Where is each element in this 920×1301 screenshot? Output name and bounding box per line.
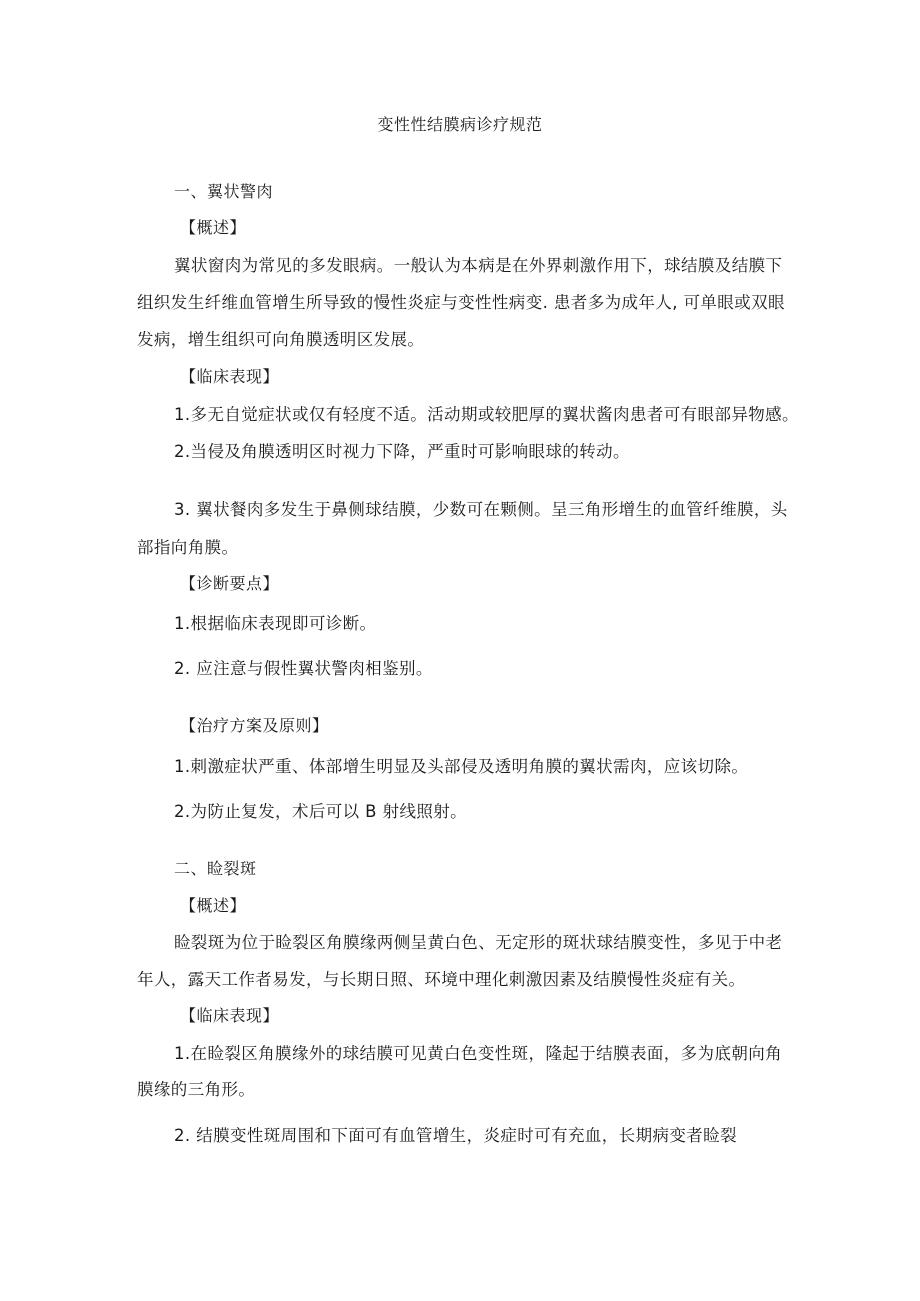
subheading-clinical: 【临床表现】 [180, 367, 280, 386]
list-item: 2. 应注意与假性翼状警肉相鉴别。 [174, 659, 433, 678]
document-title: 变性性结膜病诊疗规范 [377, 115, 543, 134]
list-item: 1.在睑裂区角膜缘外的球结膜可见黄白色变性斑，隆起于结膜表面，多为底朝向角 [174, 1044, 783, 1063]
list-item: 2. 结膜变性斑周围和下面可有血管增生，炎症时可有充血，长期病变者睑裂 [174, 1126, 737, 1145]
list-item: 2.当侵及角膜透明区时视力下降，严重时可影响眼球的转动。 [174, 442, 630, 461]
paragraph-line: 发病，增生组织可向角膜透明区发展。 [137, 330, 425, 349]
subheading-diagnosis: 【诊断要点】 [180, 574, 280, 593]
subheading-overview: 【概述】 [180, 218, 247, 237]
list-item: 1.刺激症状严重、体部增生明显及头部侵及透明角膜的翼状需肉，应该切除。 [174, 757, 749, 776]
list-item-continuation: 膜缘的三角形。 [137, 1080, 256, 1099]
paragraph-line: 组织发生纤维血管增生所导致的慢性炎症与变性性病变. 患者多为成年人, 可单眼或双眼 [137, 293, 785, 312]
list-item: 2.为防止复发，术后可以 B 射线照射。 [174, 802, 468, 821]
list-item: 3. 翼状餐肉多发生于鼻侧球结膜，少数可在颗侧。呈三角形增生的血管纤维膜，头 [174, 500, 788, 519]
paragraph-line: 翼状窗肉为常见的多发眼病。一般认为本病是在外界刺激作用下，球结膜及结膜下 [174, 256, 783, 275]
subheading-clinical: 【临床表现】 [180, 1006, 280, 1025]
paragraph-line: 睑裂斑为位于睑裂区角膜缘两侧呈黄白色、无定形的斑状球结膜变性，多见于中老 [174, 933, 783, 952]
list-item-continuation: 部指向角膜。 [137, 538, 239, 557]
subheading-overview: 【概述】 [180, 896, 247, 915]
section-heading-pterygium: 一、翼状警肉 [174, 182, 274, 201]
paragraph-line: 年人，露天工作者易发，与长期日照、环境中理化刺激因素及结膜慢性炎症有关。 [137, 970, 746, 989]
section-heading-pinguecula: 二、睑裂斑 [174, 859, 257, 878]
list-item: 1.根据临床表现即可诊断。 [174, 614, 377, 633]
subheading-treatment: 【治疗方案及原则】 [180, 716, 329, 735]
list-item: 1.多无自觉症状或仅有轻度不适。活动期或较肥厚的翼状酱肉患者可有眼部异物感。 [174, 405, 799, 424]
